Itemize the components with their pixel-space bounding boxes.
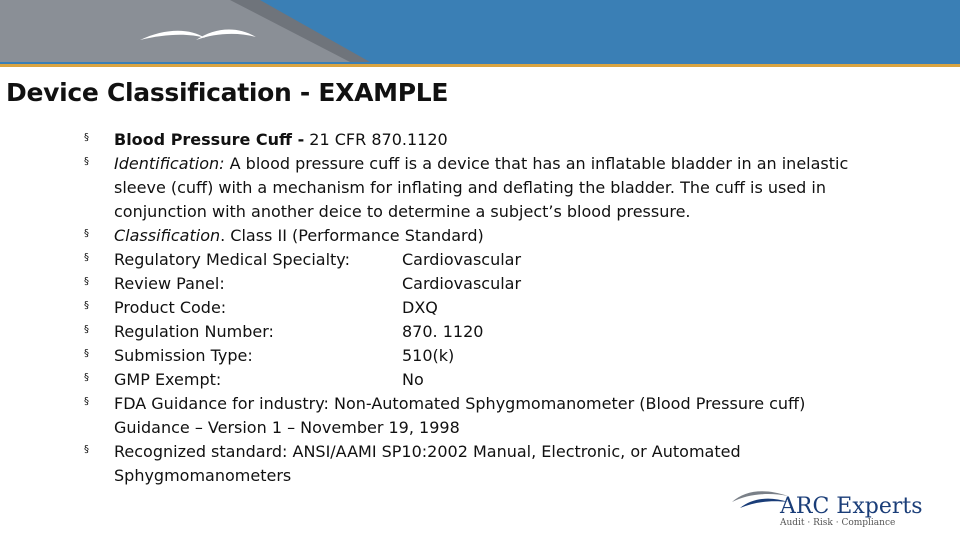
bullet-marker: § xyxy=(84,132,89,143)
bullet-marker: § xyxy=(84,396,89,407)
bullet-marker: § xyxy=(84,228,89,239)
bullet-review-panel-label: Review Panel: xyxy=(114,274,225,293)
bullet-product-code-label: Product Code: xyxy=(114,298,227,317)
bullet-specialty-label: Regulatory Medical Specialty: xyxy=(114,250,350,269)
bullet-regulation-number-label: Regulation Number: xyxy=(114,322,274,341)
bullet-fda-guidance: FDA Guidance for industry: Non-Automated Sphygmomanometer (Blood Pressure cuff) xyxy=(114,394,806,413)
slide-title: Device Classification - EXAMPLE xyxy=(6,78,449,107)
bullet-recognized-standard-line: Sphygmomanometers xyxy=(114,466,292,485)
bullet-identification-line: conjunction with another deice to determine a subject’s blood pressure. xyxy=(114,202,691,221)
bullet-gmp-exempt-label: GMP Exempt: xyxy=(114,370,222,389)
logo-name: ARC Experts xyxy=(780,494,923,519)
bullet-marker: § xyxy=(84,348,89,359)
bullet-marker: § xyxy=(84,324,89,335)
bullet-identification: Identification: A blood pressure cuff is a device that has an inflatable bladder in an inelastic xyxy=(114,154,849,173)
bullet-submission-type-label: Submission Type: xyxy=(114,346,253,365)
bullet-submission-type-value: 510(k) xyxy=(402,346,455,365)
bullet-classification: Classification. Class II (Performance Standard) xyxy=(114,226,484,245)
bullet-identification-line: sleeve (cuff) with a mechanism for inflating and deflating the bladder. The cuff is used in xyxy=(114,178,827,197)
bullet-marker: § xyxy=(84,300,89,311)
bullet-review-panel-value: Cardiovascular xyxy=(402,274,522,293)
bullet-marker: § xyxy=(84,372,89,383)
bullet-fda-guidance-line: Guidance – Version 1 – November 19, 1998 xyxy=(114,418,460,437)
bullet-recognized-standard: Recognized standard: ANSI/AAMI SP10:2002 Manual, Electronic, or Automated xyxy=(114,442,741,461)
bullet-specialty-value: Cardiovascular xyxy=(402,250,522,269)
bullet-marker: § xyxy=(84,156,89,167)
bullet-regulation-number-value: 870. 1120 xyxy=(402,322,484,341)
bullet-marker: § xyxy=(84,276,89,287)
bullet-marker: § xyxy=(84,444,89,455)
bullet-product-code-value: DXQ xyxy=(402,298,438,317)
bullet-device-name: Blood Pressure Cuff - 21 CFR 870.1120 xyxy=(114,130,448,149)
bullet-marker: § xyxy=(84,252,89,263)
logo-tagline: Audit · Risk · Compliance xyxy=(780,518,896,528)
bullet-gmp-exempt-value: No xyxy=(402,370,424,389)
arc-experts-logo xyxy=(730,484,950,532)
